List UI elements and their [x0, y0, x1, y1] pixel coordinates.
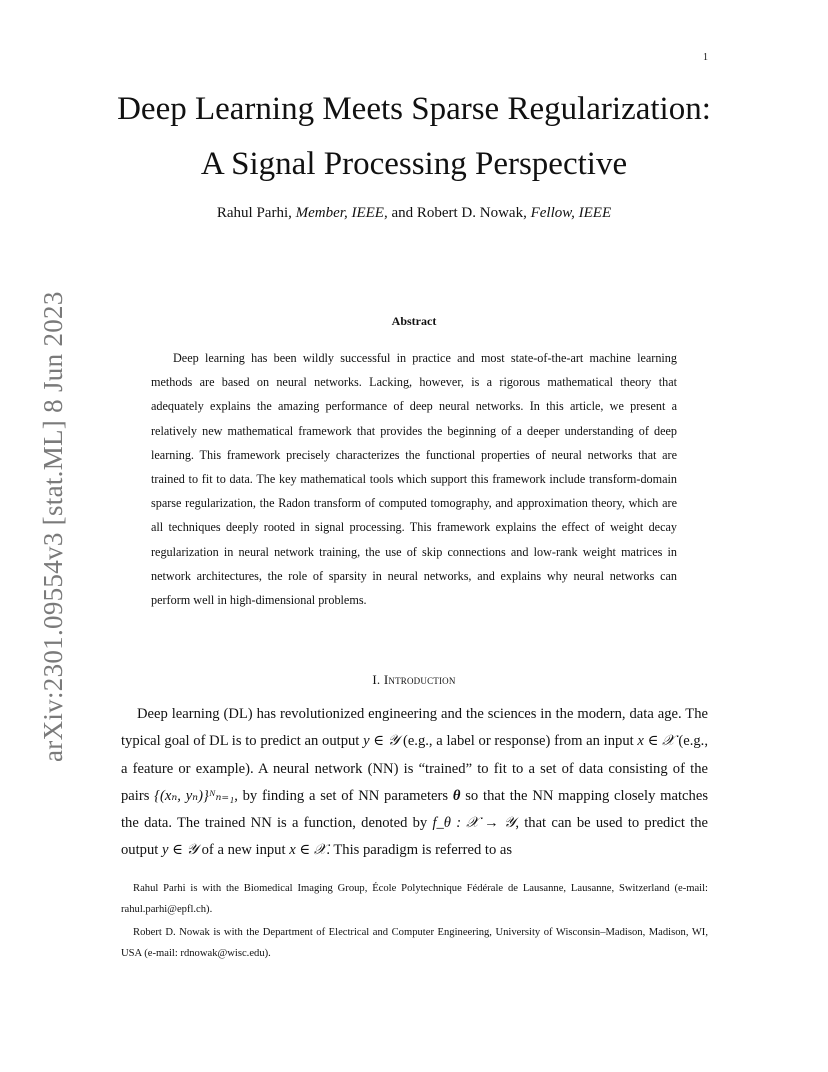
section-title: Introduction	[383, 672, 456, 687]
intro-text-6: , that can be used to predict the output	[121, 815, 708, 859]
intro-text-3: (e.g., a feature or example). A neural network (NN) is “trained” to fit to a set of data consisting of the pairs	[121, 733, 708, 804]
intro-text-4: , by finding a set of NN parameters	[234, 787, 453, 804]
section-heading-introduction	[0, 672, 828, 688]
intro-text-5: so that the NN mapping closely matches the data. The trained NN is a function, denoted by	[121, 787, 708, 832]
math-data-pairs: {(xₙ, yₙ)}ᴺₙ₌₁	[154, 787, 235, 804]
author-1-role: Member, IEEE	[295, 205, 384, 221]
intro-text-1: Deep learning (DL) has revolutionized engineering and the sciences in the modern, data age. The typical goal of DL is to predict an output	[121, 706, 708, 750]
footnote-author-1: Rahul Parhi is with the Biomedical Imaging Group, École Polytechnique Fédérale de Lausanne, Lausanne, Switzerland (e-mail: rahul.parhi@epfl.ch).	[121, 883, 708, 915]
section-numeral: I.	[372, 672, 381, 687]
math-theta: θ	[452, 787, 461, 804]
math-f-theta: f_θ : 𝒳 → 𝒴	[432, 815, 516, 832]
introduction-paragraph	[121, 701, 708, 865]
author-2-role: Fellow, IEEE	[530, 205, 612, 221]
paper-title-line-2: A Signal Processing Perspective	[200, 146, 628, 182]
intro-text-7: of a new input	[197, 842, 290, 859]
paper-title-line-1: Deep Learning Meets Sparse Regularization:	[117, 91, 711, 127]
math-x-in-X-2: x ∈ 𝒳	[289, 842, 327, 859]
author-1-name: Rahul Parhi,	[216, 205, 292, 221]
intro-text-2: (e.g., a label or response) from an input	[399, 733, 638, 750]
abstract-body: Deep learning has been wildly successful in practice and most state-of-the-art machine learning methods are based on neural networks. Lacking, however, is a rigorous mathematical theory that adequately explains the amazing performance of deep neural networks. In this article, we present a relatively new mathematical framework that provides the beginning of a deeper understanding of deep learning. This framework precisely characterizes the functional properties of neural networks that are trained to fit to data. The key mathematical tools which support this framework include transform-domain sparse regularization, the Radon transform of computed tomography, and approximation theory, which are all techniques deeply rooted in signal processing. This framework explains the effect of weight decay regularization in neural network training, the use of skip connections and low-rank weight matrices in network architectures, the role of sparsity in neural networks, and explains why neural networks can perform well in high-dimensional problems.	[151, 351, 677, 608]
math-y-in-Y: y ∈ 𝒴	[363, 733, 400, 750]
page-number: 1	[703, 52, 708, 63]
author-2-name: Robert D. Nowak,	[416, 205, 527, 221]
intro-text-8: . This paradigm is referred to as	[326, 842, 513, 859]
author-connector: , and	[383, 205, 414, 221]
arxiv-identifier: arXiv:2301.09554v3 [stat.ML] 8 Jun 2023	[38, 291, 68, 762]
math-x-in-X: x ∈ 𝒳	[637, 733, 675, 750]
abstract-heading: Abstract	[391, 314, 437, 328]
math-y-in-Y-2: y ∈ 𝒴	[161, 842, 198, 859]
footnote-author-2: Robert D. Nowak is with the Department of Electrical and Computer Engineering, University of Wisconsin–Madison, Madison, WI, USA (e-mail: rdnowak@wisc.edu).	[121, 927, 708, 959]
author-list	[0, 205, 828, 222]
